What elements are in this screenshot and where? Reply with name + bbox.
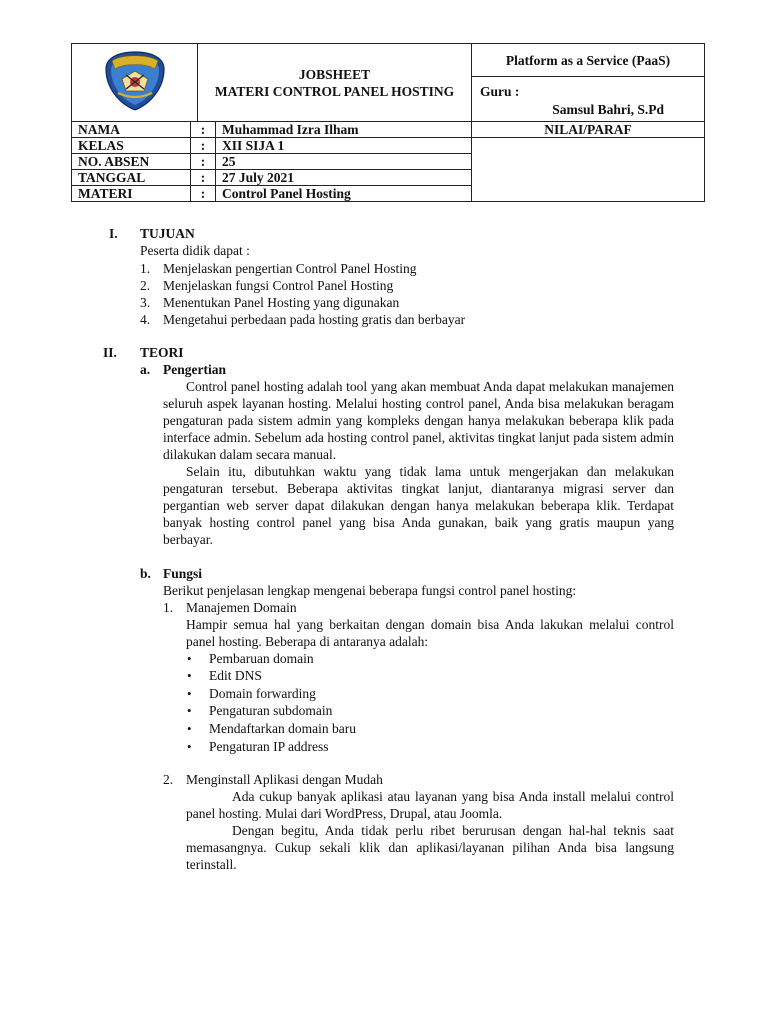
title-cell xyxy=(198,44,472,122)
header-table xyxy=(71,43,705,202)
guru-label: Guru : xyxy=(480,84,520,99)
subsection-a-number: a. xyxy=(140,362,151,377)
subsection-a-title: Pengertian xyxy=(163,362,226,377)
objective-number: 1. xyxy=(140,261,151,276)
fungsi-2-number: 2. xyxy=(163,772,174,787)
bullet-item: Domain forwarding xyxy=(209,686,316,701)
fungsi-2-paragraph-2: Dengan begitu, Anda tidak perlu ribet berurusan dengan hal-hal teknis saat memasangnya. Cukup sekali klik dan aplikasi/layanan pilihan Anda bisa langsung terinstall. xyxy=(186,823,674,872)
row-colon: : xyxy=(191,154,216,170)
fungsi-1-text: Hampir semua hal yang berkaitan dengan domain bisa Anda lakukan melalui control panel hosting. Beberapa di antaranya adalah: xyxy=(186,617,674,649)
section2-number: II. xyxy=(103,345,117,360)
row-value: XII SIJA 1 xyxy=(216,138,472,154)
row-label: MATERI xyxy=(72,186,191,202)
pengertian-paragraph-2: Selain itu, dibutuhkan waktu yang tidak lama untuk mengerjakan dan melakukan pengaturan tersebut. Beberapa aktivitas tingkat lanjut, diantaranya migrasi server dan pergantian web server dapat dilakukan dengan hanya melakukan beberapa klik. Terdapat banyak hosting control panel yang bisa Anda gunakan, baik yang gratis maupun yang berbayar. xyxy=(163,464,674,547)
objective-number: 3. xyxy=(140,295,151,310)
row-colon: : xyxy=(191,138,216,154)
title-line2: MATERI CONTROL PANEL HOSTING xyxy=(214,83,455,99)
guru-name: Samsul Bahri, S.Pd xyxy=(552,102,665,117)
logo-cell xyxy=(72,44,198,122)
objective-text: Menjelaskan pengertian Control Panel Hosting xyxy=(163,261,417,276)
bullet-icon: • xyxy=(187,668,192,683)
bullet-item: Edit DNS xyxy=(209,668,262,683)
objective-number: 2. xyxy=(140,278,151,293)
row-colon: : xyxy=(191,186,216,202)
objective-text: Menjelaskan fungsi Control Panel Hosting xyxy=(163,278,394,293)
section1-intro: Peserta didik dapat : xyxy=(140,243,250,258)
platform-cell xyxy=(472,44,705,122)
row-value: 25 xyxy=(216,154,472,170)
bullet-item: Pengaturan subdomain xyxy=(209,703,333,718)
bullet-icon: • xyxy=(187,739,192,754)
objective-text: Menentukan Panel Hosting yang digunakan xyxy=(163,295,400,310)
fungsi-1-number: 1. xyxy=(163,600,174,615)
section1-title: TUJUAN xyxy=(140,226,195,241)
nilai-paraf-label: NILAI/PARAF xyxy=(472,122,705,138)
row-value: Control Panel Hosting xyxy=(216,186,472,202)
row-colon: : xyxy=(191,170,216,186)
school-logo xyxy=(100,49,170,113)
bullet-item: Pembaruan domain xyxy=(209,651,314,666)
section2-title: TEORI xyxy=(140,345,184,360)
objective-text: Mengetahui perbedaan pada hosting gratis dan berbayar xyxy=(163,312,466,327)
bullet-icon: • xyxy=(187,721,192,736)
bullet-item: Mendaftarkan domain baru xyxy=(209,721,356,736)
row-colon: : xyxy=(191,122,216,138)
bullet-icon: • xyxy=(187,651,192,666)
platform-label: Platform as a Service (PaaS) xyxy=(472,44,704,77)
row-label: KELAS xyxy=(72,138,191,154)
fungsi-2-paragraph-1: Ada cukup banyak aplikasi atau layanan yang bisa Anda install melalui control panel hosting. Mulai dari WordPress, Drupal, atau Joomla. xyxy=(186,789,674,821)
fungsi-2-title: Menginstall Aplikasi dengan Mudah xyxy=(186,772,383,787)
guru-block xyxy=(472,77,704,119)
subsection-b-number: b. xyxy=(140,566,151,581)
fungsi-1-title: Manajemen Domain xyxy=(186,600,297,615)
nilai-paraf-box xyxy=(472,138,705,202)
objective-number: 4. xyxy=(140,312,151,327)
row-label: NAMA xyxy=(72,122,191,138)
row-label: NO. ABSEN xyxy=(72,154,191,170)
bullet-icon: • xyxy=(187,686,192,701)
bullet-icon: • xyxy=(187,703,192,718)
bullet-item: Pengaturan IP address xyxy=(209,739,329,754)
title-line1: JOBSHEET xyxy=(298,66,371,82)
row-value: Muhammad Izra Ilham xyxy=(216,122,472,138)
subsection-b-title: Fungsi xyxy=(163,566,203,581)
row-label: TANGGAL xyxy=(72,170,191,186)
row-value: 27 July 2021 xyxy=(216,170,472,186)
section1-number: I. xyxy=(109,226,118,241)
pengertian-paragraph-1: Control panel hosting adalah tool yang akan membuat Anda dapat melakukan manajemen seluruh aspek layanan hosting. Melalui hosting control panel, Anda bisa melakukan beragam pengaturan pada sistem admin yang kompleks dengan hanya melakukan beberapa klik pada interface admin. Sebelum ada hosting control panel, aktivitas tingkat lanjut pada sistem admin dilakukan dalam secara manual. xyxy=(163,379,674,462)
fungsi-intro: Berikut penjelasan lengkap mengenai beberapa fungsi control panel hosting: xyxy=(163,583,577,598)
